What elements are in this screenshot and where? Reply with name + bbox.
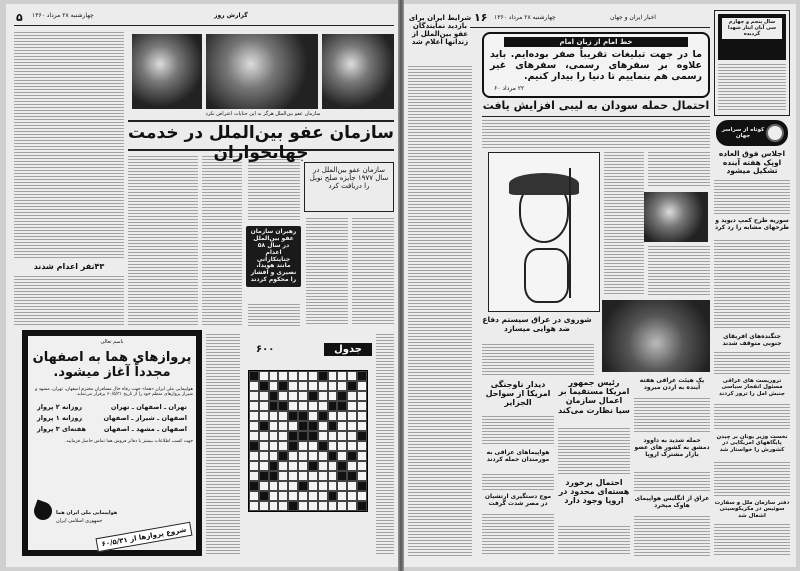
crossword-cell[interactable]: [298, 401, 308, 411]
crossword-cell[interactable]: [288, 371, 298, 381]
quote-date: ۲۲ مرداد ۶۰: [494, 85, 525, 92]
crossword-cell[interactable]: [308, 501, 318, 511]
crossword-number: ۶۰۰: [256, 343, 275, 355]
pull-quote: [246, 226, 301, 287]
crossword-cell[interactable]: [328, 461, 338, 471]
crossword-cell[interactable]: [269, 481, 279, 491]
photo-caption: سازمان عفو بین‌الملل هرگز به این جنایات اعتراض نکرد: [205, 111, 321, 117]
crossword-cell[interactable]: [318, 491, 328, 501]
crossword-cell[interactable]: [328, 481, 338, 491]
crossword-cell[interactable]: [337, 491, 347, 501]
article-text: [634, 472, 710, 492]
crossword-cell[interactable]: [347, 451, 357, 461]
article-text: [202, 156, 242, 326]
crossword-cell[interactable]: [347, 411, 357, 421]
news-photo: [132, 34, 202, 109]
headline: شوروی در عراق سیستم دفاع ضد هوایی میسازد: [482, 315, 592, 333]
crossword-cell[interactable]: [318, 371, 328, 381]
header-date: چهارشنبه ۲۸ مرداد ۱۳۶۰: [494, 14, 556, 21]
crossword-cell[interactable]: [328, 441, 338, 451]
crossword-cell[interactable]: [318, 391, 328, 401]
crossword-cell[interactable]: [269, 391, 279, 401]
crossword-cell[interactable]: [288, 401, 298, 411]
ad-headline-2: مجدداً آغاز میشود.: [53, 364, 171, 380]
crossword-cell[interactable]: [278, 431, 288, 441]
crossword-cell[interactable]: [288, 381, 298, 391]
article-text: [482, 416, 554, 446]
article-text: [248, 156, 300, 222]
header-date: چهارشنبه ۲۸ مرداد ۱۳۶۰: [32, 12, 94, 19]
crossword-cell[interactable]: [278, 411, 288, 421]
page-number: ۱۶: [474, 11, 488, 24]
crossword-cell[interactable]: [298, 421, 308, 431]
article-text: [558, 526, 630, 556]
sidebar-ad-dark: [718, 14, 786, 60]
crossword-cell[interactable]: [278, 461, 288, 471]
crossword-cell[interactable]: [337, 421, 347, 431]
crossword-cell[interactable]: [347, 471, 357, 481]
left-page: [6, 4, 398, 567]
cartoon-body: [524, 248, 569, 303]
headline: یک هیئت عراقی هفته آینده به اردن میرود: [639, 377, 705, 391]
crossword-cell[interactable]: [259, 401, 269, 411]
crossword-cell[interactable]: [347, 431, 357, 441]
crossword-cell[interactable]: [249, 401, 259, 411]
crossword-cell[interactable]: [278, 451, 288, 461]
crossword-cell[interactable]: [298, 481, 308, 491]
crossword-cell[interactable]: [249, 411, 259, 421]
crossword-cell[interactable]: [298, 431, 308, 441]
article-text: [714, 240, 790, 330]
sidebar-headline: سوریه طرح کمپ دیوید و طرحهای مشابه را رد کرد: [714, 217, 790, 231]
crossword-cell[interactable]: [259, 461, 269, 471]
ad-footer: جهت کسب اطلاعات بیشتر با دفاتر فروش هما تماس حاصل فرمایید.: [65, 438, 193, 444]
article-text: [128, 156, 198, 326]
crossword-cell[interactable]: [288, 491, 298, 501]
crossword-cell[interactable]: [308, 371, 318, 381]
crossword-cell[interactable]: [298, 371, 308, 381]
crossword-cell[interactable]: [347, 501, 357, 511]
crossword-cell[interactable]: [308, 421, 318, 431]
crossword-cell[interactable]: [347, 461, 357, 471]
crossword-cell[interactable]: [288, 481, 298, 491]
crossword-cell[interactable]: [347, 481, 357, 491]
route-name: تهران ـ اصفهان ـ تهران: [110, 402, 187, 411]
article-text: [376, 334, 394, 556]
ad-start-date: شروع پروازها از ۶۰/۵/۳۱: [96, 522, 193, 552]
crossword-cell[interactable]: [259, 471, 269, 481]
crossword-cell[interactable]: [288, 461, 298, 471]
crossword-cell[interactable]: [288, 501, 298, 511]
crossword-cell[interactable]: [259, 441, 269, 451]
article-text: [558, 428, 630, 474]
ad-logo-text: هواپیمایی ملی ایران هما: [56, 510, 118, 516]
crossword-cell[interactable]: [288, 431, 298, 441]
crossword-cell[interactable]: [357, 471, 367, 481]
headline: رئیس جمهور امریکا مستقیماً بر اعمال سازمان سیا نظارت می‌کند: [558, 378, 630, 415]
main-headline: احتمال حمله سودان به لیبی افزایش یافت: [482, 99, 710, 112]
boxed-text-content: سازمان عفو بین‌الملل در سال ۱۹۷۷ جایزه صلح نوبل را دریافت کرد: [309, 166, 389, 191]
crossword-cell[interactable]: [269, 501, 279, 511]
crossword-cell[interactable]: [278, 481, 288, 491]
crossword-cell[interactable]: [318, 401, 328, 411]
news-photo: [206, 34, 318, 109]
crossword-cell[interactable]: [357, 431, 367, 441]
crossword-cell[interactable]: [249, 451, 259, 461]
crossword-cell[interactable]: [269, 451, 279, 461]
crossword-cell[interactable]: [288, 441, 298, 451]
sidebar-headline: جنگنده‌های افریقای جنوبی متوقف شدند: [722, 333, 782, 347]
crossword-cell[interactable]: [259, 381, 269, 391]
sidebar-headline: اجلاس فوق العاده اوپک هفته آینده تشکیل میشود: [718, 149, 786, 176]
crossword-cell[interactable]: [318, 381, 328, 391]
route-row: [37, 414, 187, 422]
route-name: اصفهان ـ شیراز ـ اصفهان: [103, 413, 187, 422]
crossword-cell[interactable]: [288, 451, 298, 461]
pull-quote-text: رهبران سازمان عفو بین‌الملل در سال ۵۸ اعدام جنایتکارانی مانند هویدا، نصیری و افشار را محکوم کردند: [250, 228, 297, 284]
crossword-cell[interactable]: [328, 401, 338, 411]
homa-airline-ad: [22, 330, 202, 556]
crossword-cell[interactable]: [298, 491, 308, 501]
crossword-cell[interactable]: [308, 471, 318, 481]
article-text: [14, 32, 124, 260]
crossword-cell[interactable]: [278, 491, 288, 501]
route-row: [37, 425, 187, 433]
globe-icon: [766, 124, 784, 142]
crossword-cell[interactable]: [249, 381, 259, 391]
crossword-cell[interactable]: [249, 501, 259, 511]
article-text: [714, 180, 790, 216]
crossword-cell[interactable]: [298, 461, 308, 471]
cartoon-pitchfork: [569, 168, 571, 298]
headline: هواپیماهای عراقی به مورمندان حمله کردند: [486, 449, 550, 463]
crossword-cell[interactable]: [269, 381, 279, 391]
crossword-cell[interactable]: [288, 421, 298, 431]
crossword-grid[interactable]: [248, 370, 368, 512]
crossword-cell[interactable]: [328, 491, 338, 501]
article-text: [634, 398, 710, 434]
main-headline: سازمان عفو بین‌الملل در خدمت جهانخواران: [128, 123, 394, 163]
crossword-cell[interactable]: [337, 441, 347, 451]
right-page: [404, 4, 796, 567]
crossword-cell[interactable]: [249, 441, 259, 451]
quote-text: ما در جهت تبلیغات تقریباً صفر بوده‌ایم. باید علاوه بر سفرهای رسمی، سفرهای غیر رسمی هم بنماییم تا دنیا را بیدار کنیم.: [490, 49, 702, 82]
crossword-cell[interactable]: [269, 491, 279, 501]
crossword-cell[interactable]: [278, 381, 288, 391]
crossword-cell[interactable]: [298, 451, 308, 461]
crossword-cell[interactable]: [308, 451, 318, 461]
route-name: اصفهان ـ مشهد ـ اصفهان: [103, 424, 187, 433]
news-photo: [644, 192, 708, 242]
crossword-cell[interactable]: [328, 411, 338, 421]
crossword-cell[interactable]: [357, 481, 367, 491]
crossword-cell[interactable]: [337, 391, 347, 401]
crossword-cell[interactable]: [249, 391, 259, 401]
crossword-cell[interactable]: [259, 371, 269, 381]
headline: دیدار ناوجنگی امریکا از سواحل الجزایر: [485, 380, 551, 408]
crossword-cell[interactable]: [278, 371, 288, 381]
crossword-cell[interactable]: [328, 381, 338, 391]
crossword-cell[interactable]: [278, 501, 288, 511]
homa-logo-icon: [31, 499, 54, 522]
crossword-cell[interactable]: [318, 451, 328, 461]
crossword-cell[interactable]: [357, 421, 367, 431]
crossword-cell[interactable]: [308, 461, 318, 471]
route-frequency: روزانه ۱ پرواز: [37, 413, 83, 422]
crossword-cell[interactable]: [259, 491, 269, 501]
crossword-cell[interactable]: [308, 441, 318, 451]
crossword-cell[interactable]: [249, 431, 259, 441]
crossword-cell[interactable]: [357, 491, 367, 501]
crossword-cell[interactable]: [259, 481, 269, 491]
crossword-cell[interactable]: [318, 501, 328, 511]
crossword-cell[interactable]: [328, 421, 338, 431]
crossword-cell[interactable]: [357, 391, 367, 401]
crossword-cell[interactable]: [337, 381, 347, 391]
article-text: [604, 152, 644, 296]
crossword-cell[interactable]: [318, 471, 328, 481]
headline: حمله شدید به داوود دمشق به کشور های عضو بازار مشترک اروپا: [634, 437, 710, 458]
article-text: [648, 152, 710, 188]
route-frequency: روزانه ۲ پرواز: [37, 402, 83, 411]
crossword-cell[interactable]: [337, 451, 347, 461]
crossword-cell[interactable]: [278, 391, 288, 401]
crossword-cell[interactable]: [259, 411, 269, 421]
crossword-cell[interactable]: [249, 461, 259, 471]
crossword-cell[interactable]: [328, 371, 338, 381]
crossword-cell[interactable]: [328, 471, 338, 481]
crossword-cell[interactable]: [337, 431, 347, 441]
article-text: [206, 334, 240, 556]
crossword-cell[interactable]: [288, 391, 298, 401]
crossword-cell[interactable]: [278, 441, 288, 451]
article-text: [714, 404, 790, 430]
article-text: [482, 514, 554, 556]
divider: [482, 116, 710, 117]
article-text: [714, 524, 790, 556]
crossword-cell[interactable]: [357, 381, 367, 391]
imam-quote-box: [482, 32, 710, 98]
crossword-cell[interactable]: [337, 481, 347, 491]
crossword-cell[interactable]: [318, 421, 328, 431]
article-text: [718, 64, 786, 112]
article-text: [714, 352, 790, 374]
boxed-text: [304, 162, 394, 212]
article-text: [248, 304, 300, 326]
right-page-header: [470, 10, 710, 28]
crossword-cell[interactable]: [357, 411, 367, 421]
crossword-cell[interactable]: [328, 431, 338, 441]
crossword-cell[interactable]: [337, 501, 347, 511]
sidebar-ad-text: سال پنجم و چهارم سی آبان ایثار شهدا گردیده: [722, 18, 782, 39]
crossword-cell[interactable]: [357, 461, 367, 471]
article-text: [482, 474, 554, 492]
crossword-cell[interactable]: [337, 371, 347, 381]
world-news-logo: [716, 120, 788, 146]
crossword-cell[interactable]: [357, 451, 367, 461]
crossword-cell[interactable]: [337, 411, 347, 421]
crossword-cell[interactable]: [357, 401, 367, 411]
crossword-cell[interactable]: [278, 401, 288, 411]
crossword-title: جدول: [324, 343, 372, 356]
crossword-cell[interactable]: [318, 481, 328, 491]
page-number: ۵: [16, 11, 23, 24]
article-text: [634, 516, 710, 556]
ad-headline: پروازهای هما به اصفهان: [32, 350, 192, 365]
headline: احتمال برخورد هسته‌ای محدود در اروپا وجود دارد: [558, 478, 630, 506]
crossword-cell[interactable]: [249, 421, 259, 431]
crossword-cell[interactable]: [347, 421, 357, 431]
article-text: [352, 218, 394, 326]
crossword-cell[interactable]: [298, 411, 308, 421]
crossword-cell[interactable]: [337, 461, 347, 471]
headline: عراق از انگلیس هواپیمای هاوک میخرد: [634, 495, 710, 509]
crossword-cell[interactable]: [357, 441, 367, 451]
crossword-cell[interactable]: [357, 371, 367, 381]
crossword-cell[interactable]: [288, 411, 298, 421]
article-text: [482, 344, 594, 376]
crossword-cell[interactable]: [347, 371, 357, 381]
headline: موج دستگیری ارتشیان در مصر شدت گرفت: [484, 493, 552, 507]
left-page-header: [14, 8, 394, 26]
article-text: [648, 246, 710, 296]
crossword-cell[interactable]: [259, 451, 269, 461]
article-text: [482, 120, 710, 148]
article-text: [408, 66, 472, 556]
crossword-cell[interactable]: [347, 381, 357, 391]
ad-logo-sub: جمهوری اسلامی ایران: [56, 518, 103, 524]
crossword-cell[interactable]: [347, 491, 357, 501]
article-text: [714, 462, 790, 496]
crossword-cell[interactable]: [337, 471, 347, 481]
crossword-cell[interactable]: [269, 461, 279, 471]
article-text: [306, 218, 348, 326]
crossword-cell[interactable]: [259, 431, 269, 441]
crossword-cell[interactable]: [249, 371, 259, 381]
crossword-cell[interactable]: [298, 391, 308, 401]
sidebar-headline: دفتر سازمان ملل و سفارت سوئیس در مکزیکوسیتی اشغال شد: [714, 500, 790, 519]
political-cartoon: [488, 152, 600, 312]
crossword-cell[interactable]: [249, 491, 259, 501]
crossword-cell[interactable]: [337, 401, 347, 411]
crossword-cell[interactable]: [318, 431, 328, 441]
crossword-cell[interactable]: [308, 431, 318, 441]
crossword-cell[interactable]: [308, 381, 318, 391]
crossword-cell[interactable]: [278, 471, 288, 481]
crossword-cell[interactable]: [318, 441, 328, 451]
crossword-cell[interactable]: [298, 471, 308, 481]
crossword-cell[interactable]: [357, 501, 367, 511]
crossword-cell[interactable]: [269, 411, 279, 421]
crossword-cell[interactable]: [269, 401, 279, 411]
sidebar-headline: تروریست های عراقی مسئول انفجار سیاسی جنبش امل را ترور کردند: [719, 378, 785, 397]
left-headline: شرایط ایران برای بازدید نمایندگان عفو بین‌الملل از زندانها اعلام شد: [408, 14, 472, 47]
article-text: [14, 276, 124, 326]
header-section: گزارش روز: [214, 12, 248, 19]
crossword-cell[interactable]: [288, 471, 298, 481]
crossword-cell[interactable]: [298, 381, 308, 391]
crossword-cell[interactable]: [308, 391, 318, 401]
sidebar-headline: نخست وزیر یونان بر چیدن پایگاههای امریکایی در کشورش را خواستار شد: [716, 434, 788, 453]
crossword-cell[interactable]: [308, 491, 318, 501]
crossword-cell[interactable]: [298, 501, 308, 511]
crossword-cell[interactable]: [269, 431, 279, 441]
news-photo: [322, 34, 394, 109]
news-photo: [602, 300, 710, 372]
crossword-cell[interactable]: [298, 441, 308, 451]
crossword-cell[interactable]: [249, 481, 259, 491]
crossword-cell[interactable]: [347, 441, 357, 451]
ad-intro: هواپیمایی ملی ایران «هما» جهت رفاه حال مسافران محترم اصفهان، تهران، مشهد و شیراز پروازهای منظم خود را از تاریخ ۶۰/۵/۳۱ برقرار می‌نماید.: [35, 386, 193, 397]
divider: [128, 120, 394, 122]
crossword-cell[interactable]: [308, 401, 318, 411]
crossword-cell[interactable]: [308, 481, 318, 491]
crossword-cell[interactable]: [347, 391, 357, 401]
crossword-cell[interactable]: [308, 411, 318, 421]
side-headline: ۴۳نفر اعدام شدند: [33, 262, 105, 271]
quote-title: خط امام از زبان امام: [504, 37, 688, 47]
crossword-cell[interactable]: [269, 421, 279, 431]
header-section: اخبار ایران و جهان: [610, 14, 656, 21]
crossword-cell[interactable]: [328, 451, 338, 461]
crossword-cell[interactable]: [347, 401, 357, 411]
crossword-cell[interactable]: [318, 411, 328, 421]
crossword: [244, 340, 372, 556]
sidebar-ad: [714, 10, 790, 116]
crossword-cell[interactable]: [259, 391, 269, 401]
crossword-cell[interactable]: [269, 471, 279, 481]
crossword-cell[interactable]: [328, 391, 338, 401]
crossword-cell[interactable]: [269, 441, 279, 451]
world-news-logo-text: کوتاه از سراسر جهان: [721, 126, 765, 139]
crossword-cell[interactable]: [269, 371, 279, 381]
crossword-cell[interactable]: [259, 421, 269, 431]
route-row: [37, 403, 187, 411]
crossword-cell[interactable]: [249, 471, 259, 481]
crossword-cell[interactable]: [278, 421, 288, 431]
crossword-cell[interactable]: [328, 501, 338, 511]
crossword-cell[interactable]: [318, 461, 328, 471]
route-frequency: هفته‌ای ۳ پرواز: [37, 424, 86, 433]
crossword-cell[interactable]: [259, 501, 269, 511]
ad-top: باسم تعالی: [100, 339, 124, 345]
